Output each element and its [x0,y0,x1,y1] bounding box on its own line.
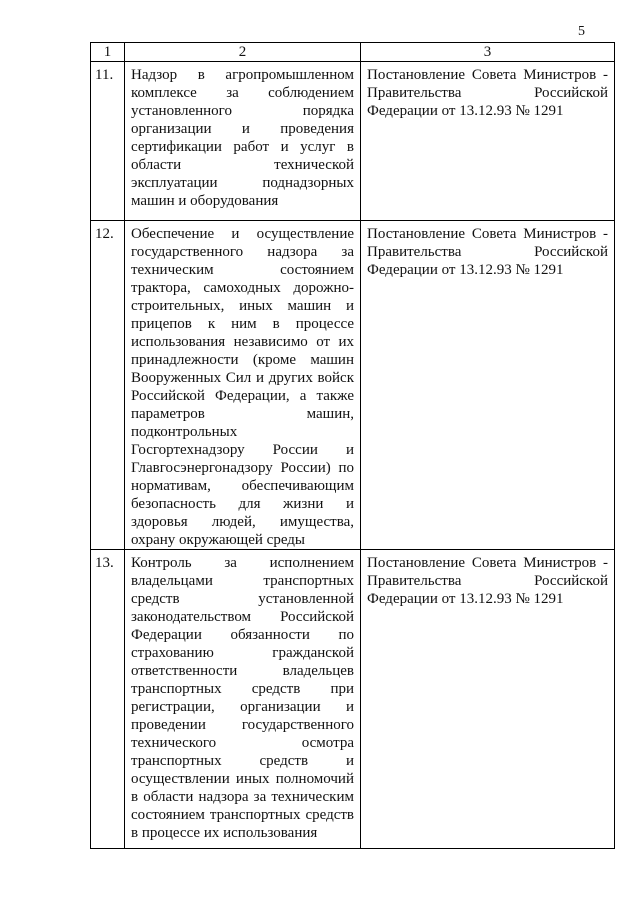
table-row [91,221,615,550]
row-description: Контроль за исполнением владельцами транспортных средств установленной законодательством Российской Федерации обязанности по страхованию гражданской ответственности владельцев транспортных средств при регистрации, организации и проведении государственного технического осмотра транспортных средств и осуществлении иных полномочий в области надзора за техническим состоянием транспортных средств в процессе их использования [125,550,361,849]
table-row [91,62,615,221]
table-header-row [91,43,615,62]
column-header-description: 2 [125,43,361,62]
row-description: Надзор в агропромышленном комплексе за соблюдением установленного порядка организации и проведения сертификации работ и услуг в области технической эксплуатации поднадзорных машин и оборудования [125,62,361,221]
table-row [91,550,615,849]
row-legal-basis: Постановление Совета Министров - Правительства Российской Федерации от 13.12.93 № 1291 [361,221,615,550]
row-number: 11. [91,62,125,221]
page-number: 5 [578,24,585,39]
row-description: Обеспечение и осуществление государственного надзора за техническим состоянием трактора, самоходных дорожно-строительных, иных машин и прицепов к ним в процессе использования независимо от их принадлежности (кроме машин Вооруженных Сил и других войск Российской Федерации, а также параметров машин, подконтрольных Госгортехнадзору России и Главгосэнергонадзору России) по нормативам, обеспечивающим безопасность для жизни и здоровья людей, имущества, охрану окружающей среды [125,221,361,550]
row-legal-basis: Постановление Совета Министров - Правительства Российской Федерации от 13.12.93 № 1291 [361,550,615,849]
row-number: 12. [91,221,125,550]
column-header-number: 1 [91,43,125,62]
regulations-table [90,42,615,849]
row-number: 13. [91,550,125,849]
row-legal-basis: Постановление Совета Министров - Правительства Российской Федерации от 13.12.93 № 1291 [361,62,615,221]
column-header-basis: 3 [361,43,615,62]
